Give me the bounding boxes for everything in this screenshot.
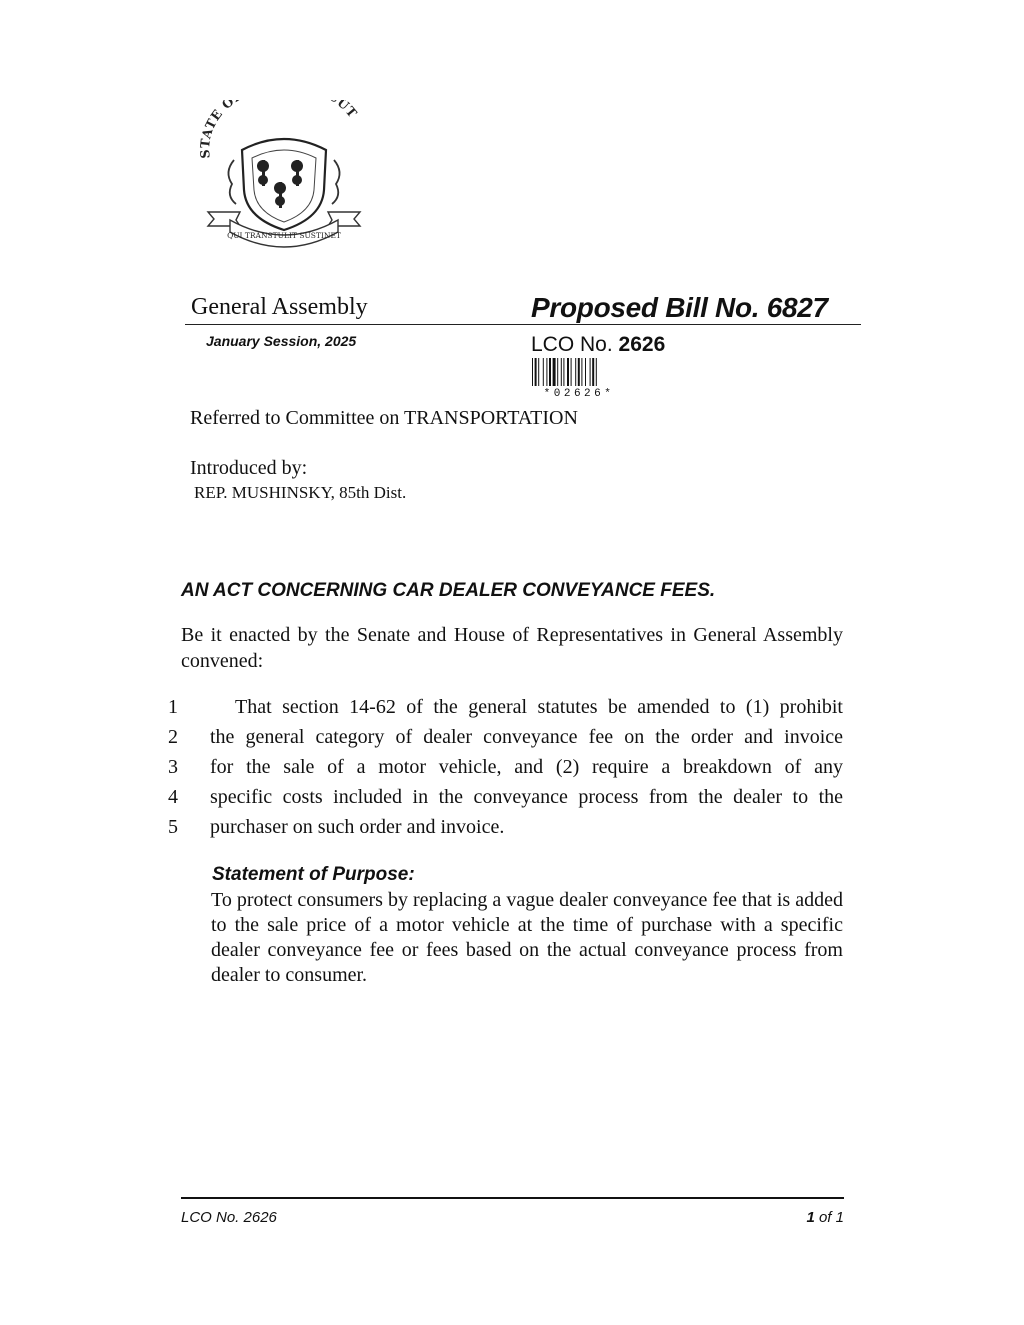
lco-value: 2626	[618, 333, 666, 356]
line-number: 4	[168, 786, 178, 808]
bill-text-line: for the sale of a motor vehicle, and (2) require a breakdown of any	[210, 756, 843, 778]
page-total: of 1	[818, 1209, 844, 1226]
bill-text-line: specific costs included in the conveyance process from the dealer to the	[210, 786, 843, 808]
act-title: AN ACT CONCERNING CAR DEALER CONVEYANCE FEES.	[181, 580, 716, 601]
barcode-bar	[592, 358, 594, 386]
line-number: 5	[168, 816, 178, 838]
barcode	[531, 358, 627, 386]
general-assembly-title: General Assembly	[191, 294, 368, 320]
seal-arc-text: STATE O UT	[197, 100, 361, 160]
barcode-bar	[567, 358, 569, 386]
state-seal	[196, 100, 372, 260]
bill-text-line: the general category of dealer conveyance fee on the order and invoice	[210, 726, 843, 748]
introduced-by-label: Introduced by:	[190, 457, 308, 479]
lco-label: LCO No.	[531, 333, 613, 356]
footer-lco: LCO No. 2626	[181, 1209, 277, 1226]
barcode-bar	[596, 358, 597, 386]
proposed-bill-number: Proposed Bill No. 6827	[531, 292, 828, 323]
barcode-bar	[546, 358, 547, 386]
barcode-bar	[561, 358, 562, 386]
footer-divider	[181, 1197, 844, 1199]
barcode-bar	[532, 358, 533, 386]
statement-of-purpose-text: To protect consumers by replacing a vague dealer conveyance fee that is added to the sale price of a motor vehicle at the time of purchase with a specific dealer conveyance fee or fees based on the actual conveyance process from dealer to consumer.	[211, 889, 843, 986]
bill-text-line: That section 14-62 of the general statutes be amended to (1) prohibit	[235, 696, 843, 718]
page-indicator	[760, 1209, 844, 1226]
barcode-bar	[543, 358, 544, 386]
line-number: 1	[168, 696, 178, 718]
barcode-bar	[563, 358, 564, 386]
seal-motto: QUI TRANSTULIT SUSTINET	[227, 231, 341, 240]
header-divider	[185, 324, 861, 325]
enacting-clause: Be it enacted by the Senate and House of Representatives in General Assembly convened:	[181, 624, 843, 672]
barcode-bar	[590, 358, 591, 386]
line-number: 3	[168, 756, 178, 778]
line-number: 2	[168, 726, 178, 748]
statement-of-purpose-heading: Statement of Purpose:	[212, 864, 415, 885]
barcode-bar	[553, 358, 556, 386]
session-label: January Session, 2025	[206, 333, 357, 349]
lco-number	[531, 333, 665, 357]
barcode-bar	[585, 358, 586, 386]
barcode-bar	[538, 358, 539, 386]
sponsor-name: REP. MUSHINSKY, 85th Dist.	[194, 483, 407, 502]
committee-referral: Referred to Committee on TRANSPORTATION	[190, 407, 578, 429]
barcode-bar	[549, 358, 551, 386]
barcode-bar	[557, 358, 558, 386]
barcode-bar	[575, 358, 576, 386]
bill-text-line: purchaser on such order and invoice.	[210, 816, 505, 838]
page-current: 1	[806, 1209, 815, 1226]
barcode-bar	[578, 358, 580, 386]
barcode-text: *02626*	[543, 388, 615, 400]
barcode-bar	[581, 358, 582, 386]
barcode-bar	[535, 358, 537, 386]
barcode-bar	[571, 358, 572, 386]
